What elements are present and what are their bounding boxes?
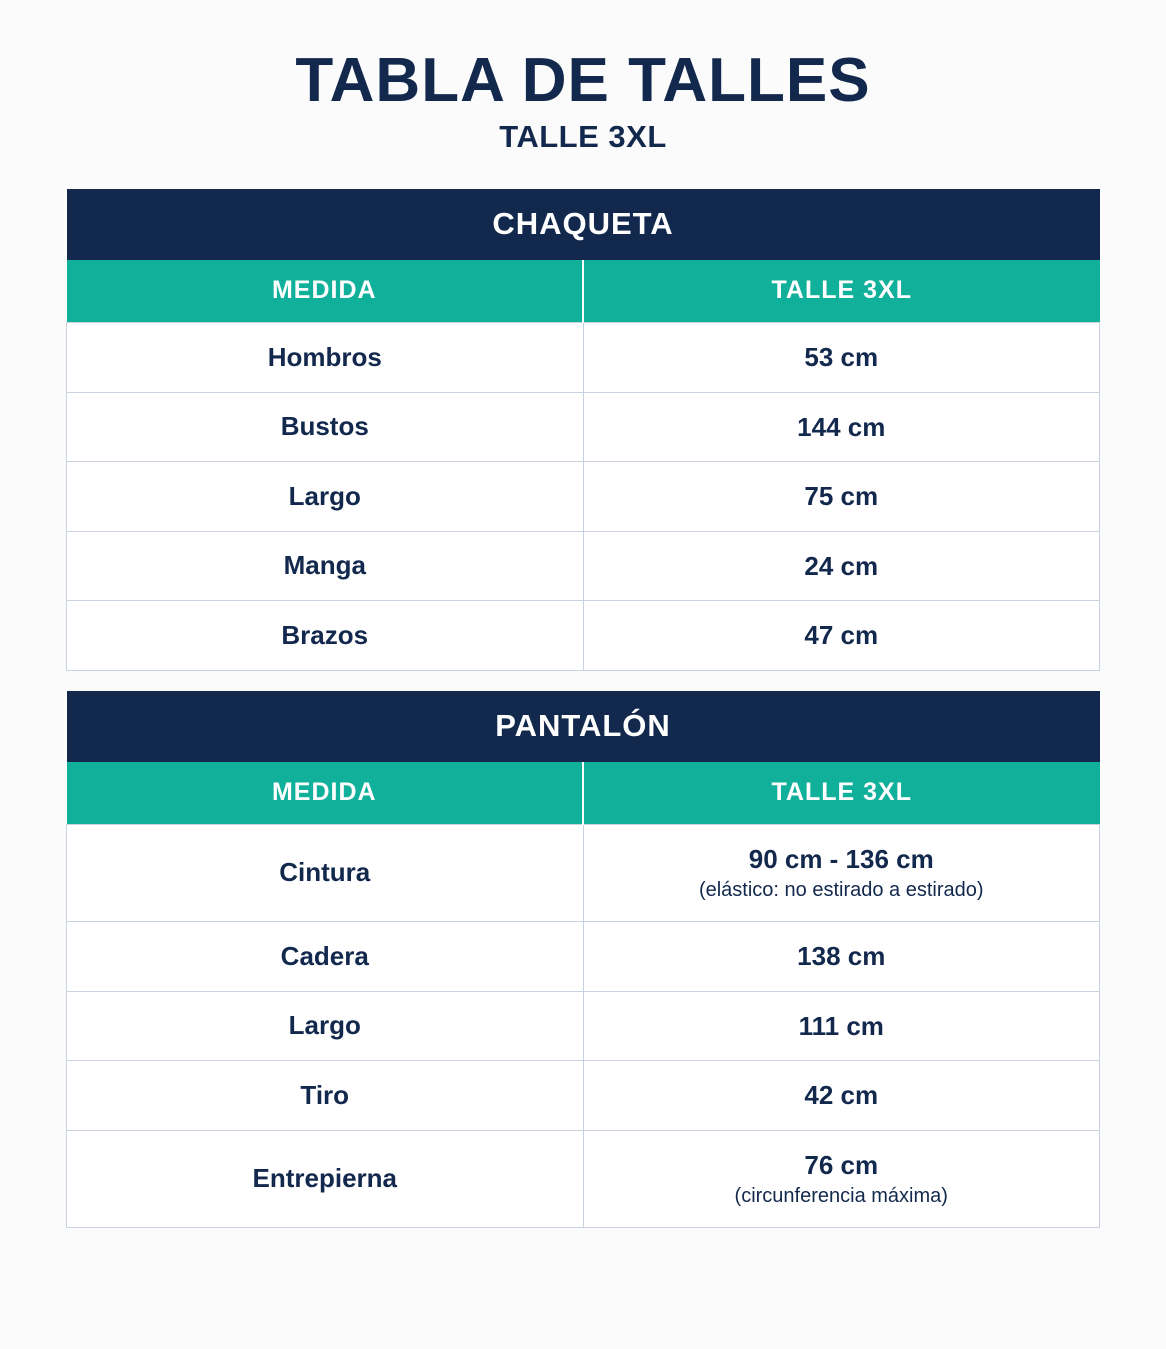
table-row (67, 531, 1100, 601)
measure-value-main: 53 cm (804, 342, 879, 373)
measure-value (583, 1130, 1100, 1228)
measure-label: Hombros (67, 323, 584, 393)
table-section-title: PANTALÓN (67, 691, 1100, 762)
measure-label: Cintura (67, 824, 584, 922)
table-row (67, 601, 1100, 671)
table-row (67, 1061, 1100, 1131)
measure-value-main: 75 cm (804, 481, 879, 512)
table-row (67, 323, 1100, 393)
table-row (67, 922, 1100, 992)
measure-value (583, 922, 1100, 992)
measure-value (583, 462, 1100, 532)
measure-label: Bustos (67, 392, 584, 462)
table-row (67, 392, 1100, 462)
measure-label: Cadera (67, 922, 584, 992)
measure-value-main: 90 cm - 136 cm (748, 843, 934, 874)
measure-value-main: 47 cm (804, 620, 879, 651)
measure-label: Largo (67, 991, 584, 1061)
measure-value-note: (circunferencia máxima) (734, 1185, 948, 1208)
measure-value-main: 76 cm (804, 1149, 879, 1180)
table-header-row (67, 762, 1100, 825)
measure-value (583, 1061, 1100, 1131)
measure-value (583, 824, 1100, 922)
column-header-measure: MEDIDA (67, 762, 584, 825)
table-row (67, 462, 1100, 532)
measure-value (583, 991, 1100, 1061)
measure-label: Entrepierna (67, 1130, 584, 1228)
measure-label: Manga (67, 531, 584, 601)
size-table-pants (66, 691, 1100, 1229)
measure-value-note: (elástico: no estirado a estirado) (698, 879, 984, 902)
page-title: TABLA DE TALLES (295, 46, 871, 115)
column-header-measure: MEDIDA (67, 260, 584, 323)
measure-value (583, 531, 1100, 601)
column-header-size: TALLE 3XL (583, 762, 1100, 825)
size-table-jacket (66, 189, 1100, 671)
measure-value (583, 392, 1100, 462)
measure-value (583, 323, 1100, 393)
measure-label: Brazos (67, 601, 584, 671)
table-row (67, 1130, 1100, 1228)
measure-value-main: 111 cm (798, 1010, 884, 1041)
column-header-size: TALLE 3XL (583, 260, 1100, 323)
table-row (67, 824, 1100, 922)
table-section-title-row (67, 691, 1100, 762)
measure-value-main: 138 cm (797, 941, 886, 972)
table-section-title-row (67, 189, 1100, 260)
table-section-title: CHAQUETA (67, 189, 1100, 260)
measure-label: Largo (67, 462, 584, 532)
measure-value (583, 601, 1100, 671)
table-header-row (67, 260, 1100, 323)
page-subtitle: TALLE 3XL (499, 119, 667, 155)
measure-value-main: 42 cm (804, 1080, 879, 1111)
table-row (67, 991, 1100, 1061)
measure-value-main: 144 cm (797, 411, 886, 442)
measure-value-main: 24 cm (804, 550, 879, 581)
measure-label: Tiro (67, 1061, 584, 1131)
